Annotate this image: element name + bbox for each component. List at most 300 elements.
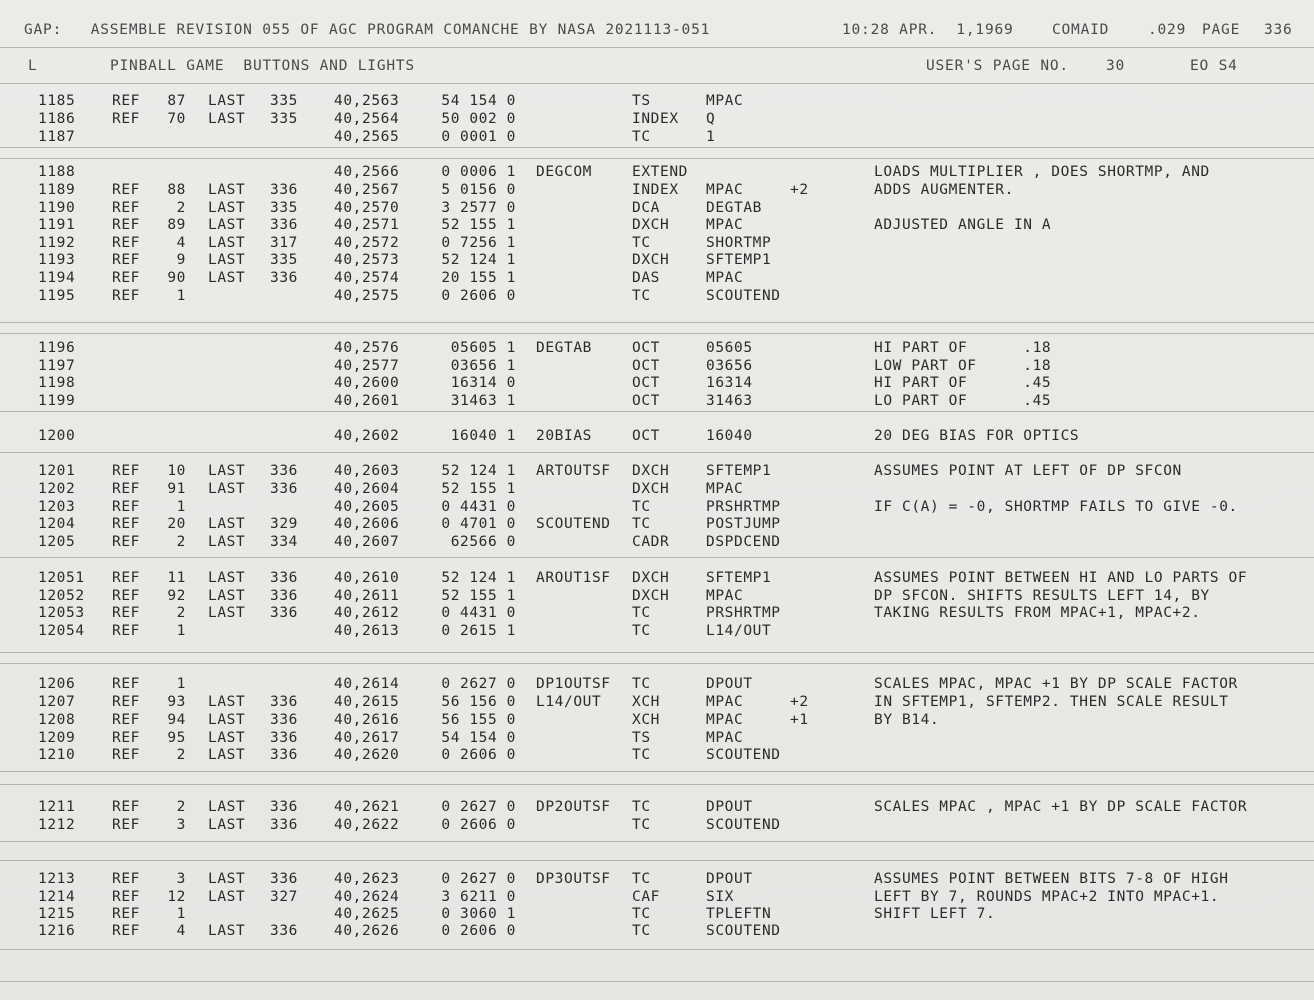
cell-label: ARTOUTSF — [536, 463, 611, 479]
cell-op: OCT — [632, 358, 660, 374]
rule-line — [0, 949, 1314, 950]
cell-operand: 16314 — [706, 375, 753, 391]
cell-code: 52 155 1 — [441, 588, 516, 604]
rule-line — [0, 841, 1314, 842]
cell-comment: ADJUSTED ANGLE IN A — [874, 217, 1052, 233]
cell-operand: DPOUT — [706, 871, 753, 887]
cell-addr: 40,2622 — [334, 817, 400, 833]
cell-operand: PRSHRTMP — [706, 499, 781, 515]
cell-op: TC — [632, 676, 651, 692]
cell-ref: REF — [112, 799, 140, 815]
cell-page: 329 — [270, 516, 298, 532]
cell-last: LAST — [208, 570, 246, 586]
cell-op: OCT — [632, 375, 660, 391]
cell-code: 54 154 0 — [441, 730, 516, 746]
cell-code: 0 2606 0 — [441, 747, 516, 763]
cell-refnum: 2 — [176, 605, 186, 621]
cell-code: 56 155 0 — [441, 712, 516, 728]
rule-line — [0, 771, 1314, 772]
cell-comment: ASSUMES POINT AT LEFT OF DP SFCON — [874, 463, 1182, 479]
cell-ref: REF — [112, 235, 140, 251]
cell-operand: MPAC — [706, 730, 744, 746]
cell-op: TS — [632, 730, 651, 746]
cell-operand: MPAC — [706, 588, 744, 604]
cell-op: TC — [632, 817, 651, 833]
cell-comment: TAKING RESULTS FROM MPAC+1, MPAC+2. — [874, 605, 1201, 621]
cell-refnum: 1 — [176, 906, 186, 922]
cell-last: LAST — [208, 93, 246, 109]
cell-code: 20 155 1 — [441, 270, 516, 286]
cell-op: OCT — [632, 340, 660, 356]
cell-line: 1196 — [38, 340, 76, 356]
cell-code: 0 2627 0 — [441, 799, 516, 815]
cell-addr: 40,2602 — [334, 428, 400, 444]
cell-code: 50 002 0 — [441, 111, 516, 127]
cell-line: 1192 — [38, 235, 76, 251]
cell-last: LAST — [208, 182, 246, 198]
cell-operand: SCOUTEND — [706, 817, 781, 833]
cell-label: DEGTAB — [536, 340, 592, 356]
cell-line: 1216 — [38, 923, 76, 939]
cell-label: L14/OUT — [536, 694, 602, 710]
cell-comment: IF C(A) = -0, SHORTMP FAILS TO GIVE -0. — [874, 499, 1238, 515]
cell-line: 1201 — [38, 463, 76, 479]
cell-comment: BY B14. — [874, 712, 940, 728]
cell-refnum: 95 — [167, 730, 186, 746]
cell-op: TC — [632, 923, 651, 939]
cell-addr: 40,2606 — [334, 516, 400, 532]
cell-code: 31463 1 — [450, 393, 516, 409]
cell-op: TC — [632, 499, 651, 515]
cell-line: 1191 — [38, 217, 76, 233]
cell-comment: SCALES MPAC, MPAC +1 BY DP SCALE FACTOR — [874, 676, 1238, 692]
cell-mod: +2 — [790, 694, 809, 710]
cell-comment: LEFT BY 7, ROUNDS MPAC+2 INTO MPAC+1. — [874, 889, 1220, 905]
cell-page: 336 — [270, 481, 298, 497]
cell-comment: ADDS AUGMENTER. — [874, 182, 1014, 198]
cell-op: TS — [632, 93, 651, 109]
cell-operand: SCOUTEND — [706, 288, 781, 304]
cell-ref: REF — [112, 747, 140, 763]
cell-ref: REF — [112, 605, 140, 621]
print-datetime: 10:28 APR. 1,1969 — [842, 22, 1014, 38]
cell-refnum: 2 — [176, 747, 186, 763]
cell-addr: 40,2604 — [334, 481, 400, 497]
cell-line: 12054 — [38, 623, 85, 639]
cell-page: 336 — [270, 588, 298, 604]
cell-last: LAST — [208, 694, 246, 710]
cell-last: LAST — [208, 217, 246, 233]
cell-last: LAST — [208, 923, 246, 939]
cell-ref: REF — [112, 516, 140, 532]
cell-line: 1195 — [38, 288, 76, 304]
cell-code: 0 4431 0 — [441, 605, 516, 621]
page-label: PAGE — [1202, 22, 1241, 38]
cell-last: LAST — [208, 747, 246, 763]
cell-code: 5 0156 0 — [441, 182, 516, 198]
cell-last: LAST — [208, 463, 246, 479]
cell-last: LAST — [208, 605, 246, 621]
cell-addr: 40,2610 — [334, 570, 400, 586]
cell-operand: POSTJUMP — [706, 516, 781, 532]
cell-comment: LO PART OF .45 — [874, 393, 1052, 409]
cell-refnum: 4 — [176, 923, 186, 939]
rule-line — [0, 47, 1314, 48]
cell-op: TC — [632, 605, 651, 621]
cell-op: CADR — [632, 534, 670, 550]
section-title: PINBALL GAME BUTTONS AND LIGHTS — [110, 58, 415, 74]
cell-label: SCOUTEND — [536, 516, 611, 532]
cell-ref: REF — [112, 623, 140, 639]
cell-addr: 40,2623 — [334, 871, 400, 887]
cell-addr: 40,2573 — [334, 252, 400, 268]
cell-addr: 40,2570 — [334, 200, 400, 216]
cell-operand: SCOUTEND — [706, 923, 781, 939]
cell-addr: 40,2625 — [334, 906, 400, 922]
cell-ref: REF — [112, 817, 140, 833]
cell-code: 3 6211 0 — [441, 889, 516, 905]
cell-page: 335 — [270, 111, 298, 127]
cell-ref: REF — [112, 288, 140, 304]
cell-operand: SCOUTEND — [706, 747, 781, 763]
cell-code: 52 124 1 — [441, 252, 516, 268]
cell-operand: PRSHRTMP — [706, 605, 781, 621]
cell-page: 336 — [270, 730, 298, 746]
users-page-label: USER'S PAGE NO. — [926, 58, 1069, 74]
cell-last: LAST — [208, 588, 246, 604]
cell-line: 1207 — [38, 694, 76, 710]
cell-code: 0 2606 0 — [441, 817, 516, 833]
cell-mod: +1 — [790, 712, 809, 728]
cell-page: 336 — [270, 747, 298, 763]
cell-last: LAST — [208, 516, 246, 532]
cell-addr: 40,2576 — [334, 340, 400, 356]
cell-last: LAST — [208, 871, 246, 887]
cell-refnum: 1 — [176, 676, 186, 692]
cell-code: 56 156 0 — [441, 694, 516, 710]
cell-addr: 40,2566 — [334, 164, 400, 180]
cell-op: TC — [632, 623, 651, 639]
cell-operand: MPAC — [706, 217, 744, 233]
cell-addr: 40,2572 — [334, 235, 400, 251]
rule-line — [0, 452, 1314, 453]
cell-code: 03656 1 — [450, 358, 516, 374]
cell-last: LAST — [208, 235, 246, 251]
cell-operand: MPAC — [706, 712, 744, 728]
cell-addr: 40,2612 — [334, 605, 400, 621]
cell-operand: 03656 — [706, 358, 753, 374]
rule-line — [0, 147, 1314, 148]
cell-line: 1194 — [38, 270, 76, 286]
cell-line: 1214 — [38, 889, 76, 905]
cell-operand: MPAC — [706, 481, 744, 497]
cell-refnum: 1 — [176, 288, 186, 304]
cell-line: 1211 — [38, 799, 76, 815]
cell-ref: REF — [112, 252, 140, 268]
cell-operand: MPAC — [706, 182, 744, 198]
cell-page: 336 — [270, 923, 298, 939]
cell-page: 336 — [270, 463, 298, 479]
cell-addr: 40,2607 — [334, 534, 400, 550]
cell-last: LAST — [208, 889, 246, 905]
cell-addr: 40,2603 — [334, 463, 400, 479]
cell-comment: LOW PART OF .18 — [874, 358, 1052, 374]
cell-label: AROUT1SF — [536, 570, 611, 586]
cell-refnum: 4 — [176, 235, 186, 251]
cell-line: 1204 — [38, 516, 76, 532]
cell-refnum: 94 — [167, 712, 186, 728]
cell-ref: REF — [112, 463, 140, 479]
assembly-header: GAP: ASSEMBLE REVISION 055 OF AGC PROGRAM COMANCHE BY NASA 2021113-051 — [24, 22, 711, 38]
cell-page: 327 — [270, 889, 298, 905]
cell-line: 1198 — [38, 375, 76, 391]
cell-comment: HI PART OF .45 — [874, 375, 1052, 391]
cell-op: DXCH — [632, 481, 670, 497]
cell-refnum: 3 — [176, 817, 186, 833]
cell-code: 0 7256 1 — [441, 235, 516, 251]
rule-line — [0, 557, 1314, 558]
cell-op: XCH — [632, 694, 660, 710]
cell-comment: ASSUMES POINT BETWEEN HI AND LO PARTS OF — [874, 570, 1248, 586]
cell-op: DCA — [632, 200, 660, 216]
cell-operand: SFTEMP1 — [706, 570, 772, 586]
cell-line: 1187 — [38, 129, 76, 145]
cell-operand: MPAC — [706, 270, 744, 286]
cell-operand: DSPDCEND — [706, 534, 781, 550]
cell-op: DXCH — [632, 463, 670, 479]
cell-addr: 40,2567 — [334, 182, 400, 198]
cell-code: 0 4701 0 — [441, 516, 516, 532]
cell-code: 54 154 0 — [441, 93, 516, 109]
cell-code: 62566 0 — [450, 534, 516, 550]
cell-page: 336 — [270, 270, 298, 286]
cell-line: 1197 — [38, 358, 76, 374]
cell-addr: 40,2563 — [334, 93, 400, 109]
cell-code: 0 0006 1 — [441, 164, 516, 180]
cell-addr: 40,2605 — [334, 499, 400, 515]
cell-refnum: 2 — [176, 534, 186, 550]
rule-line — [0, 663, 1314, 664]
cell-addr: 40,2574 — [334, 270, 400, 286]
cell-line: 12051 — [38, 570, 85, 586]
cell-label: 20BIAS — [536, 428, 592, 444]
cell-op: DXCH — [632, 570, 670, 586]
cell-line: 1205 — [38, 534, 76, 550]
cell-ref: REF — [112, 889, 140, 905]
cell-refnum: 90 — [167, 270, 186, 286]
cell-ref: REF — [112, 217, 140, 233]
page-number: 336 — [1264, 22, 1293, 38]
cell-op: TC — [632, 747, 651, 763]
cell-operand: SFTEMP1 — [706, 463, 772, 479]
rule-line — [0, 322, 1314, 323]
cell-operand: MPAC — [706, 694, 744, 710]
cell-last: LAST — [208, 111, 246, 127]
section-marker: L — [28, 58, 38, 74]
cell-code: 0 2627 0 — [441, 676, 516, 692]
cell-ref: REF — [112, 481, 140, 497]
cell-line: 1188 — [38, 164, 76, 180]
cell-page: 335 — [270, 200, 298, 216]
cell-refnum: 1 — [176, 499, 186, 515]
rule-line — [0, 411, 1314, 412]
cell-page: 336 — [270, 712, 298, 728]
cell-refnum: 12 — [167, 889, 186, 905]
cell-page: 336 — [270, 871, 298, 887]
cell-label: DP1OUTSF — [536, 676, 611, 692]
cell-code: 0 2606 0 — [441, 288, 516, 304]
cell-op: TC — [632, 799, 651, 815]
cell-addr: 40,2615 — [334, 694, 400, 710]
cell-operand: MPAC — [706, 93, 744, 109]
cell-op: OCT — [632, 393, 660, 409]
cell-addr: 40,2616 — [334, 712, 400, 728]
cell-refnum: 89 — [167, 217, 186, 233]
cell-operand: 31463 — [706, 393, 753, 409]
cell-line: 1203 — [38, 499, 76, 515]
cell-op: DAS — [632, 270, 660, 286]
cell-operand: DPOUT — [706, 676, 753, 692]
cell-line: 1212 — [38, 817, 76, 833]
cell-op: TC — [632, 871, 651, 887]
cell-refnum: 2 — [176, 200, 186, 216]
cell-page: 317 — [270, 235, 298, 251]
cell-operand: Q — [706, 111, 716, 127]
cell-op: INDEX — [632, 111, 679, 127]
cell-line: 1202 — [38, 481, 76, 497]
rule-line — [0, 83, 1314, 84]
cell-op: TC — [632, 906, 651, 922]
cell-op: DXCH — [632, 252, 670, 268]
cell-operand: SIX — [706, 889, 734, 905]
rule-line — [0, 981, 1314, 982]
cell-line: 1199 — [38, 393, 76, 409]
cell-refnum: 70 — [167, 111, 186, 127]
cell-op: XCH — [632, 712, 660, 728]
cell-operand: DEGTAB — [706, 200, 762, 216]
cell-code: 05605 1 — [450, 340, 516, 356]
cell-last: LAST — [208, 534, 246, 550]
cell-code: 52 155 1 — [441, 481, 516, 497]
rule-line — [0, 652, 1314, 653]
cell-comment: HI PART OF .18 — [874, 340, 1052, 356]
cell-last: LAST — [208, 200, 246, 216]
cell-addr: 40,2575 — [334, 288, 400, 304]
cell-page: 336 — [270, 570, 298, 586]
cell-ref: REF — [112, 570, 140, 586]
cell-last: LAST — [208, 730, 246, 746]
cell-operand: 1 — [706, 129, 716, 145]
cell-page: 335 — [270, 93, 298, 109]
cell-line: 1210 — [38, 747, 76, 763]
cell-ref: REF — [112, 730, 140, 746]
comaid-value: .029 — [1148, 22, 1187, 38]
cell-operand: L14/OUT — [706, 623, 772, 639]
cell-line: 1213 — [38, 871, 76, 887]
cell-op: OCT — [632, 428, 660, 444]
cell-page: 336 — [270, 217, 298, 233]
cell-comment: SCALES MPAC , MPAC +1 BY DP SCALE FACTOR — [874, 799, 1248, 815]
cell-label: DEGCOM — [536, 164, 592, 180]
cell-ref: REF — [112, 200, 140, 216]
cell-operand: SFTEMP1 — [706, 252, 772, 268]
cell-refnum: 91 — [167, 481, 186, 497]
cell-line: 1186 — [38, 111, 76, 127]
cell-code: 16314 0 — [450, 375, 516, 391]
cell-op: CAF — [632, 889, 660, 905]
cell-operand: 05605 — [706, 340, 753, 356]
cell-ref: REF — [112, 694, 140, 710]
rule-line — [0, 860, 1314, 861]
cell-addr: 40,2601 — [334, 393, 400, 409]
cell-refnum: 88 — [167, 182, 186, 198]
cell-refnum: 10 — [167, 463, 186, 479]
cell-addr: 40,2564 — [334, 111, 400, 127]
rule-line — [0, 333, 1314, 334]
cell-last: LAST — [208, 799, 246, 815]
cell-op: DXCH — [632, 588, 670, 604]
cell-line: 1209 — [38, 730, 76, 746]
cell-ref: REF — [112, 93, 140, 109]
cell-op: DXCH — [632, 217, 670, 233]
cell-refnum: 11 — [167, 570, 186, 586]
cell-ref: REF — [112, 534, 140, 550]
eo-code: EO S4 — [1190, 58, 1238, 74]
cell-ref: REF — [112, 676, 140, 692]
cell-ref: REF — [112, 923, 140, 939]
cell-addr: 40,2613 — [334, 623, 400, 639]
cell-label: DP2OUTSF — [536, 799, 611, 815]
cell-ref: REF — [112, 182, 140, 198]
cell-code: 52 124 1 — [441, 463, 516, 479]
cell-operand: SHORTMP — [706, 235, 772, 251]
cell-page: 334 — [270, 534, 298, 550]
cell-ref: REF — [112, 906, 140, 922]
cell-refnum: 1 — [176, 623, 186, 639]
cell-ref: REF — [112, 111, 140, 127]
cell-refnum: 9 — [176, 252, 186, 268]
cell-last: LAST — [208, 252, 246, 268]
cell-operand: TPLEFTN — [706, 906, 772, 922]
cell-line: 1189 — [38, 182, 76, 198]
cell-op: TC — [632, 288, 651, 304]
cell-line: 1200 — [38, 428, 76, 444]
cell-code: 0 2627 0 — [441, 871, 516, 887]
cell-addr: 40,2571 — [334, 217, 400, 233]
cell-page: 336 — [270, 605, 298, 621]
cell-comment: IN SFTEMP1, SFTEMP2. THEN SCALE RESULT — [874, 694, 1229, 710]
cell-comment: DP SFCON. SHIFTS RESULTS LEFT 14, BY — [874, 588, 1210, 604]
cell-line: 1208 — [38, 712, 76, 728]
cell-code: 0 4431 0 — [441, 499, 516, 515]
cell-page: 336 — [270, 817, 298, 833]
cell-code: 16040 1 — [450, 428, 516, 444]
rule-line — [0, 784, 1314, 785]
cell-ref: REF — [112, 712, 140, 728]
cell-addr: 40,2614 — [334, 676, 400, 692]
cell-line: 12053 — [38, 605, 85, 621]
cell-ref: REF — [112, 270, 140, 286]
cell-code: 52 124 1 — [441, 570, 516, 586]
cell-addr: 40,2626 — [334, 923, 400, 939]
cell-operand: 16040 — [706, 428, 753, 444]
cell-addr: 40,2620 — [334, 747, 400, 763]
cell-code: 0 3060 1 — [441, 906, 516, 922]
cell-addr: 40,2611 — [334, 588, 400, 604]
cell-line: 1193 — [38, 252, 76, 268]
cell-page: 335 — [270, 252, 298, 268]
cell-refnum: 87 — [167, 93, 186, 109]
